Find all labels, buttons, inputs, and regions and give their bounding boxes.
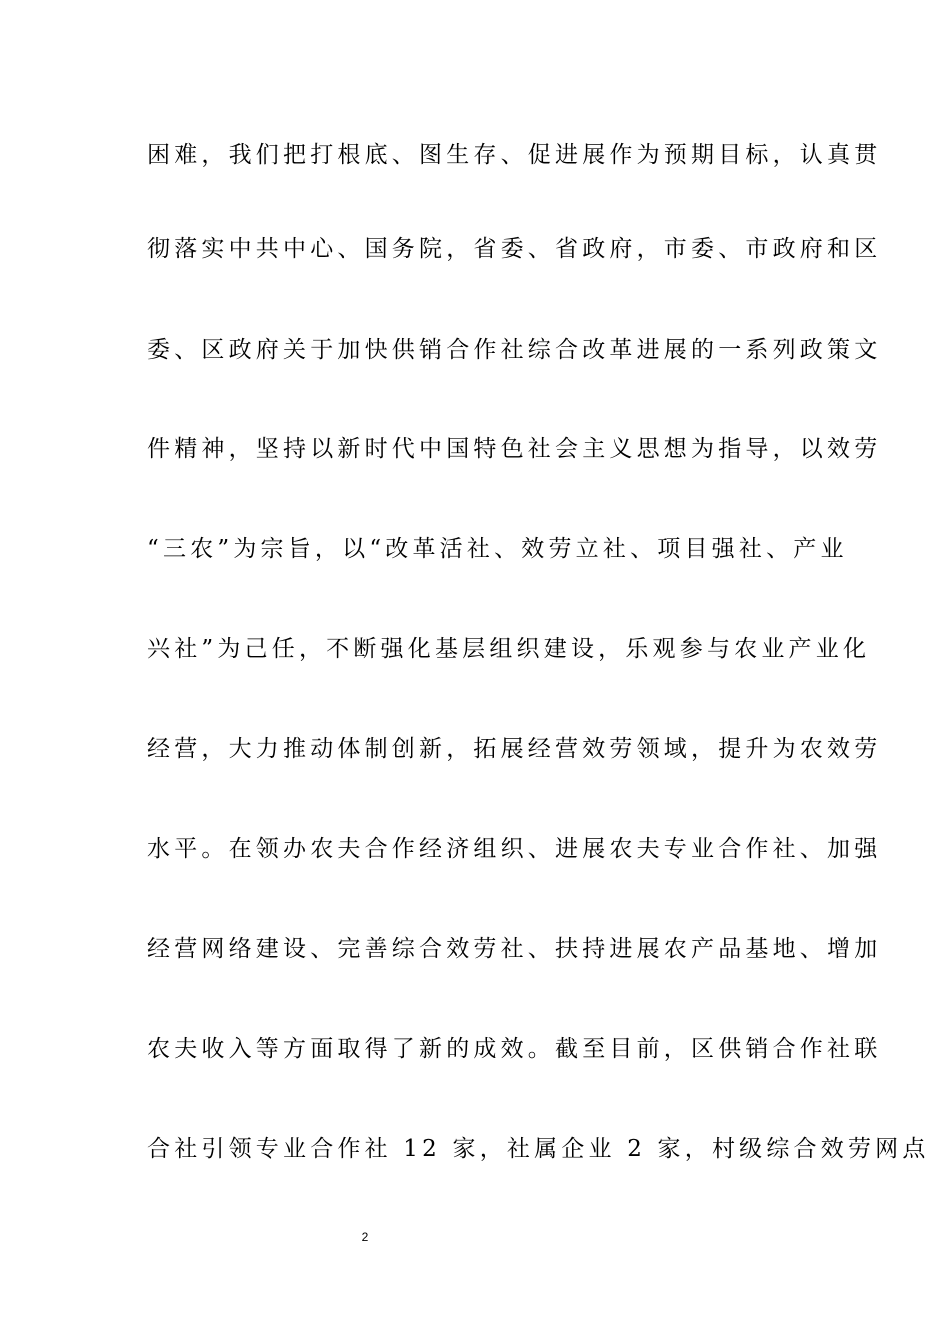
body-text-line: 合社引领专业合作社 12 家，社属企业 2 家，村级综合效劳网点 xyxy=(147,1136,930,1162)
body-text-line: 兴社”为己任，不断强化基层组织建设，乐观参与农业产业化 xyxy=(147,636,871,662)
body-text-line: 彻落实中共中心、国务院，省委、省政府，市委、市政府和区 xyxy=(147,236,882,262)
body-text-line: 经营，大力推动体制创新，拓展经营效劳领域，提升为农效劳 xyxy=(147,736,882,762)
body-text-line: 水平。在领办农夫合作经济组织、进展农夫专业合作社、加强 xyxy=(147,836,882,862)
body-text-line: 委、区政府关于加快供销合作社综合改革进展的一系列政策文 xyxy=(147,337,882,363)
body-text-line: 件精神，坚持以新时代中国特色社会主义思想为指导，以效劳 xyxy=(147,436,882,462)
body-text-line: 经营网络建设、完善综合效劳社、扶持进展农产品基地、增加 xyxy=(147,936,882,962)
page-number: 2 xyxy=(361,1230,369,1244)
body-text-line: 困难，我们把打根底、图生存、促进展作为预期目标，认真贯 xyxy=(147,142,882,168)
body-text-line: “三农”为宗旨，以“改革活社、效劳立社、项目强社、产业 xyxy=(147,536,848,562)
body-text-line: 农夫收入等方面取得了新的成效。截至目前，区供销合作社联 xyxy=(147,1036,882,1062)
